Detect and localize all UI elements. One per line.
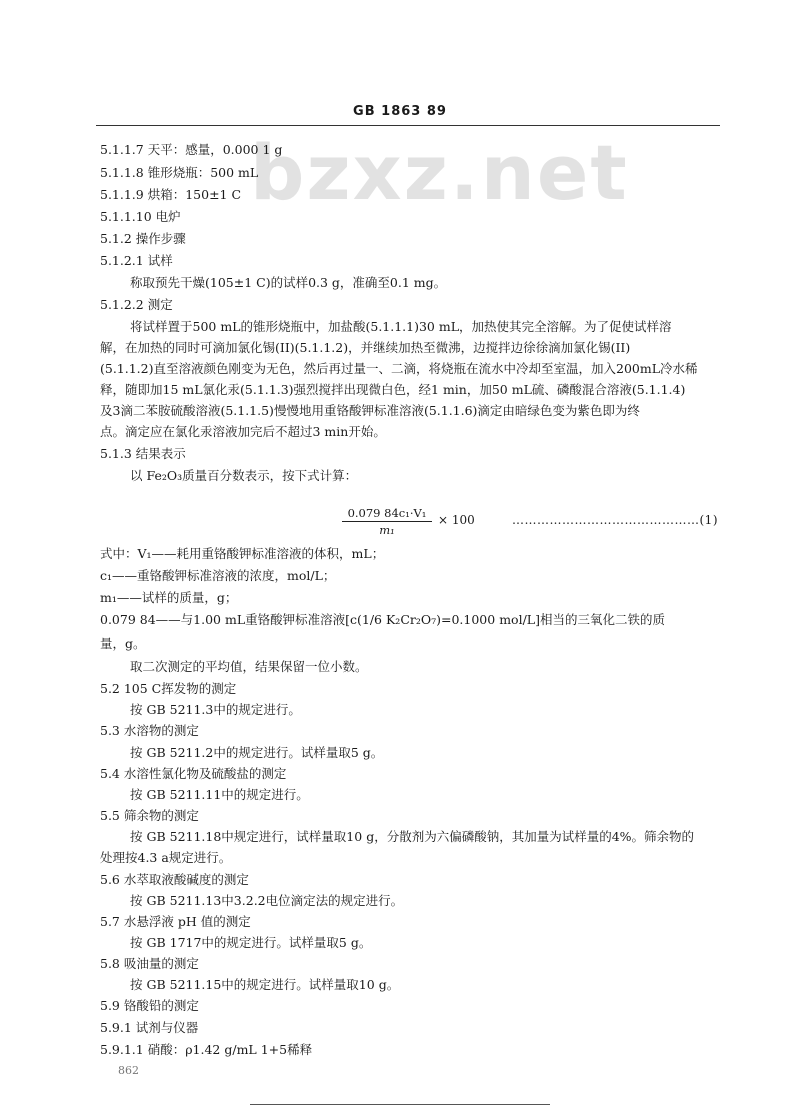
text-line: 解，在加热的同时可滴加氯化锡(II)(5.1.1.2)，并继续加热至微沸，边搅拌边徐徐滴加氯化锡(II) xyxy=(100,340,631,355)
text-line: 5.5 筛余物的测定 xyxy=(100,808,199,823)
text-line: 按 GB 5211.15中的规定进行。试样量取10 g。 xyxy=(130,977,400,992)
page-number: 862 xyxy=(118,1064,139,1077)
text-line: 5.2 105 C挥发物的测定 xyxy=(100,681,237,696)
text-line: 处理按4.3 a规定进行。 xyxy=(100,850,232,865)
text-line: 5.1.1.8 锥形烧瓶：500 mL xyxy=(100,165,259,180)
text-line: m₁——试样的质量，g； xyxy=(100,590,238,605)
text-line: c₁——重铬酸钾标准溶液的浓度，mol/L； xyxy=(100,568,336,583)
text-line: 按 GB 5211.2中的规定进行。试样量取5 g。 xyxy=(130,745,384,760)
text-line: 按 GB 1717中的规定进行。试样量取5 g。 xyxy=(130,935,372,950)
text-line: 5.1.3 结果表示 xyxy=(100,446,186,461)
text-line: 5.1.2.1 试样 xyxy=(100,253,173,268)
text-line: 5.1.1.7 天平：感量，0.000 1 g xyxy=(100,142,283,157)
text-line: 5.1.2 操作步骤 xyxy=(100,231,186,246)
text-line: 点。滴定应在氯化汞溶液加完后不超过3 min开始。 xyxy=(100,424,386,439)
formula-multiplier: × 100 xyxy=(438,513,475,527)
text-line: 5.7 水悬浮液 pH 值的测定 xyxy=(100,914,251,929)
text-line: 按 GB 5211.11中的规定进行。 xyxy=(130,787,309,802)
text-line: 5.1.1.9 烘箱：150±1 C xyxy=(100,187,242,202)
formula xyxy=(342,506,432,537)
bottom-rule xyxy=(250,1104,550,1105)
text-line: 5.8 吸油量的测定 xyxy=(100,956,199,971)
text-line: 5.9.1.1 硝酸：ρ1.42 g/mL 1+5稀释 xyxy=(100,1042,313,1057)
formula-denominator: m₁ xyxy=(379,523,395,537)
text-line: 5.1.1.10 电炉 xyxy=(100,209,181,224)
text-line: 以 Fe₂O₃质量百分数表示，按下式计算： xyxy=(130,468,358,483)
text-line: 5.9.1 试剂与仪器 xyxy=(100,1020,199,1035)
text-line: 称取预先干燥(105±1 C)的试样0.3 g，准确至0.1 mg。 xyxy=(130,275,447,290)
text-line: 5.3 水溶物的测定 xyxy=(100,723,199,738)
text-line: 按 GB 5211.3中的规定进行。 xyxy=(130,702,301,717)
text-line: 量，g。 xyxy=(100,636,146,651)
text-line: 5.6 水萃取液酸碱度的测定 xyxy=(100,872,249,887)
text-line: (5.1.1.2)直至溶液颜色刚变为无色，然后再过量一、二滴，将烧瓶在流水中冷却至室温，加入200mL冷水稀 xyxy=(100,361,698,376)
formula-numerator: 0.079 84c₁·V₁ xyxy=(342,506,432,522)
text-line: 按 GB 5211.13中3.2.2电位滴定法的规定进行。 xyxy=(130,893,404,908)
text-line: 5.1.2.2 测定 xyxy=(100,297,173,312)
text-line: 将试样置于500 mL的锥形烧瓶中，加盐酸(5.1.1.1)30 mL，加热使其完全溶解。为了促使试样溶 xyxy=(130,319,672,334)
text-line: 式中：V₁——耗用重铬酸钾标准溶液的体积，mL； xyxy=(100,546,385,561)
page-header: GB 1863 89 xyxy=(353,104,447,119)
text-line: 释，随即加15 mL氯化汞(5.1.1.3)强烈搅拌出现微白色，经1 min，加50 mL硫、磷酸混合溶液(5.1.1.4) xyxy=(100,382,686,397)
text-line: 及3滴二苯胺硫酸溶液(5.1.1.5)慢慢地用重铬酸钾标准溶液(5.1.1.6)滴定由暗绿色变为紫色即为终 xyxy=(100,403,640,418)
text-line: 取二次测定的平均值，结果保留一位小数。 xyxy=(130,659,368,674)
formula-number: ………………………………………(1) xyxy=(512,513,718,527)
text-line: 0.079 84——与1.00 mL重铬酸钾标准溶液[c(1/6 K₂Cr₂O₇)=0.1000 mol/L]相当的三氧化二铁的质 xyxy=(100,612,665,627)
header-rule xyxy=(96,125,720,126)
text-line: 5.9 铬酸铅的测定 xyxy=(100,998,199,1013)
text-line: 按 GB 5211.18中规定进行，试样量取10 g，分散剂为六偏磷酸钠，其加量为试样量的4%。筛余物的 xyxy=(130,829,695,844)
text-line: 5.4 水溶性氯化物及硫酸盐的测定 xyxy=(100,766,287,781)
watermark: bzxz.net xyxy=(250,128,629,217)
